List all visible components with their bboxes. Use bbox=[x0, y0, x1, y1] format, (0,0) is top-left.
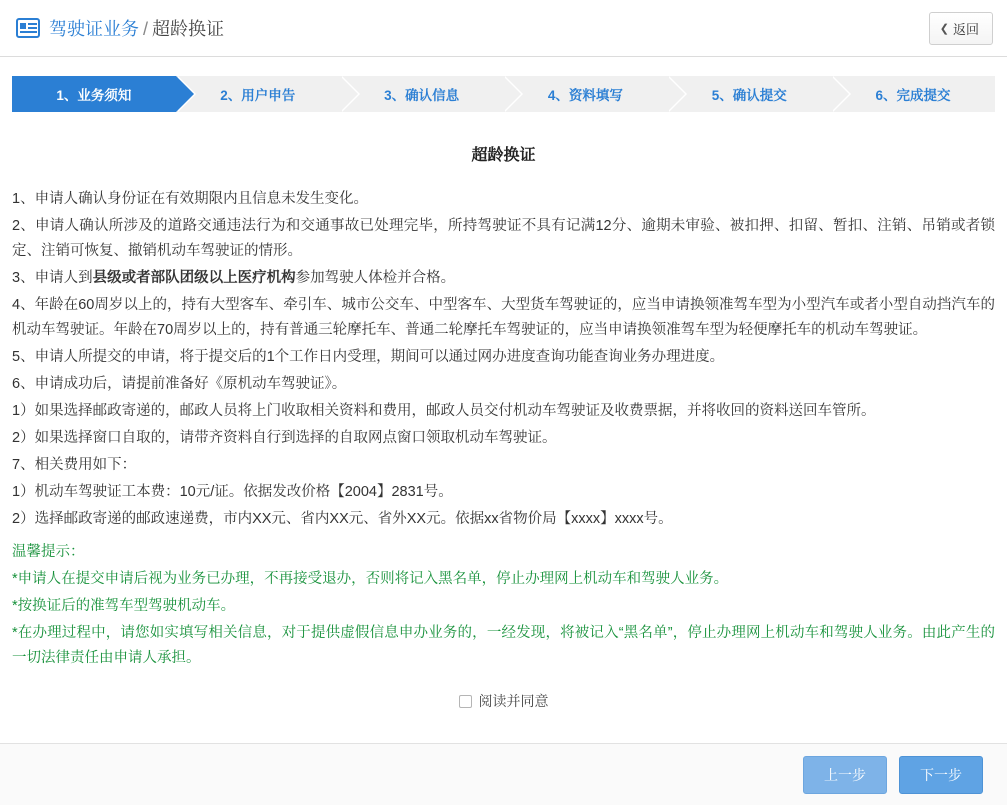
notice-paragraph-3-bold: 县级或者部队团级以上医疗机构 bbox=[92, 270, 296, 286]
page-title: 超龄换证 bbox=[471, 147, 536, 164]
notice-paragraph-7-2: 2）选择邮政寄递的邮政速递费，市内XX元、省内XX元、省外XX元。依据xx省物价局【xxxx】xxxx号。 bbox=[12, 511, 673, 527]
notice-paragraph-3-prefix: 3、申请人到 bbox=[12, 270, 93, 286]
step-label-5: 5、确认提交 bbox=[711, 88, 787, 103]
notice-paragraph-4: 4、年龄在60周岁以上的，持有大型客车、牵引车、城市公交车、中型客车、大型货车驾驶证的，应当申请换领准驾车型为小型汽车或者小型自动挡汽车的机动车驾驶证。年龄在70周岁以上的，持有普通三轮摩托车、普通二轮摩托车驾驶证的，应当申请换领准驾车型为轻便摩托车的机动车驾驶证。 bbox=[12, 297, 995, 338]
notice-paragraph-6-1: 1）如果选择邮政寄递的，邮政人员将上门收取相关资料和费用，邮政人员交付机动车驾驶证及收费票据，并将收回的资料送回车管所。 bbox=[12, 403, 876, 419]
tip-item-2: *按换证后的准驾车型驾驶机动车。 bbox=[12, 598, 236, 614]
step-indicator bbox=[12, 76, 995, 112]
notice-paragraph-7: 7、相关费用如下： bbox=[12, 457, 137, 473]
notice-paragraph-2: 2、申请人确认所涉及的道路交通违法行为和交通事故已处理完毕，所持驾驶证不具有记满12分、逾期未审验、被扣押、扣留、暂扣、注销、吊销或者锁定、注销可恢复、撤销机动车驾驶证的情形。 bbox=[12, 218, 995, 259]
breadcrumb-current: 超龄换证 bbox=[152, 19, 225, 39]
tip-item-1: *申请人在提交申请后视为业务已办理，不再接受退办，否则将记入黑名单，停止办理网上机动车和驾驶人业务。 bbox=[12, 571, 729, 587]
notice-paragraph-7-1: 1）机动车驾驶证工本费：10元/证。依据发改价格【2004】2831号。 bbox=[12, 484, 453, 500]
id-card-icon bbox=[16, 18, 40, 38]
notice-paragraph-5: 5、申请人所提交的申请，将于提交后的1个工作日内受理，期间可以通过网办进度查询功能查询业务办理进度。 bbox=[12, 349, 725, 365]
breadcrumb-main[interactable]: 驾驶证业务 bbox=[49, 19, 139, 39]
step-item-4[interactable] bbox=[503, 76, 667, 112]
notice-paragraph-3 bbox=[12, 266, 995, 291]
step-label-3: 3、确认信息 bbox=[384, 88, 460, 103]
notice-paragraph-3-suffix: 参加驾驶人体检并合格。 bbox=[295, 270, 456, 286]
agree-row bbox=[12, 691, 995, 711]
step-item-1[interactable] bbox=[12, 76, 176, 112]
breadcrumb-separator: / bbox=[143, 19, 149, 39]
step-label-6: 6、完成提交 bbox=[875, 88, 951, 103]
breadcrumb bbox=[49, 15, 224, 41]
notice-paragraph-1: 1、申请人确认身份证在有效期限内且信息未发生变化。 bbox=[12, 191, 369, 207]
main-content bbox=[0, 142, 1007, 711]
page-header bbox=[0, 0, 1007, 57]
step-label-4: 4、资料填写 bbox=[547, 88, 623, 103]
step-item-5[interactable] bbox=[667, 76, 831, 112]
step-item-3[interactable] bbox=[340, 76, 504, 112]
chevron-left-icon: ❮ bbox=[939, 22, 949, 35]
step-item-2[interactable] bbox=[176, 76, 340, 112]
back-button[interactable] bbox=[929, 12, 993, 45]
agree-label[interactable]: 阅读并同意 bbox=[478, 693, 549, 709]
header-left bbox=[16, 15, 929, 41]
footer-bar bbox=[0, 743, 1007, 805]
tips-title: 温馨提示： bbox=[12, 544, 85, 560]
back-button-label: 返回 bbox=[952, 21, 979, 37]
notice-paragraph-6-2: 2）如果选择窗口自取的，请带齐资料自行到选择的自取网点窗口领取机动车驾驶证。 bbox=[12, 430, 557, 446]
tip-item-3: *在办理过程中，请您如实填写相关信息，对于提供虚假信息申办业务的，一经发现，将被记入“黑名单”，停止办理网上机动车和驾驶人业务。由此产生的一切法律责任由申请人承担。 bbox=[12, 625, 995, 666]
prev-step-button[interactable]: 上一步 bbox=[803, 756, 887, 794]
agree-checkbox[interactable] bbox=[459, 695, 472, 708]
step-label-2: 2、用户申告 bbox=[220, 88, 296, 103]
next-step-button[interactable]: 下一步 bbox=[899, 756, 983, 794]
step-label-1: 1、业务须知 bbox=[56, 88, 132, 103]
step-item-6[interactable] bbox=[831, 76, 995, 112]
notice-paragraph-6: 6、申请成功后，请提前准备好《原机动车驾驶证》。 bbox=[12, 376, 347, 392]
